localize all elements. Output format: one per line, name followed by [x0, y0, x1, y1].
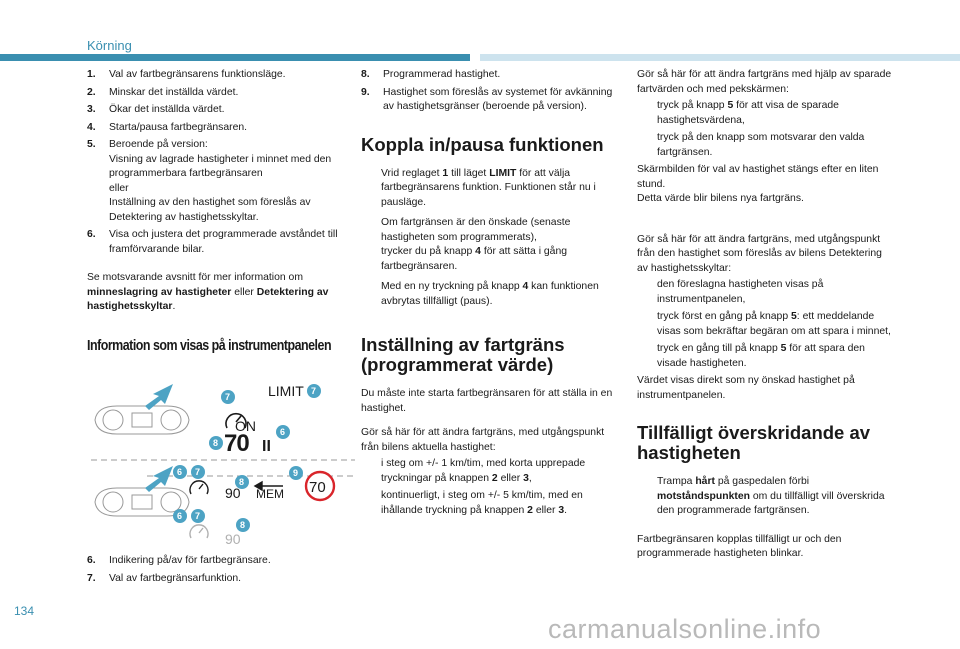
list-item: 8. Programmerad hastighet.: [361, 69, 501, 80]
bullet-item: Trampa hårt på gaspedalen förbi motståndspunkten om du tillfälligt vill överskrida den programmerade fartgränsen.: [657, 476, 885, 516]
svg-text:7: 7: [195, 511, 201, 521]
cross-reference-note: Se motsvarande avsnitt för mer information om minneslagring av hastigheter eller Detektering av hastighetsskyltar.: [87, 272, 329, 312]
list-item: 4. Starta/pausa fartbegränsaren.: [87, 121, 248, 133]
list-item: 2. Minskar det inställda värdet.: [87, 86, 239, 98]
list-item: 9. Hastighet som föreslås av systemet för avkänning av hastighetsgränser (beroende på version).: [361, 86, 613, 112]
svg-text:7: 7: [195, 467, 201, 477]
bullet-item: tryck en gång till på knapp 5 för att spara den visade hastigheten.: [657, 343, 865, 369]
svg-text:70: 70: [309, 479, 326, 496]
header-bar-right: [480, 54, 960, 61]
paragraph: Fartbegränsaren kopplas tillfälligt ur och den programmerade hastigheten blinkar.: [637, 533, 842, 559]
svg-text:8: 8: [213, 438, 219, 448]
bullet-item: tryck på den knapp som motsvarar den valda fartgränsen.: [657, 132, 865, 158]
illustration-legend: [87, 554, 345, 589]
svg-text:7: 7: [311, 386, 317, 396]
instrument-cluster-icon: [95, 406, 189, 434]
programmed-speed-90: 90: [225, 485, 241, 501]
mem-label: MEM: [256, 487, 284, 501]
svg-text:9: 9: [293, 468, 299, 478]
heading-installning: Inställning av fartgräns (programmerat värde): [361, 334, 565, 375]
paragraph: Gör så här för att ändra fartgräns, med utgångspunkt från den hastighet som föreslås av bilens Detektering av hastighetsskyltar:: [637, 233, 882, 274]
limit-label: LIMIT: [268, 383, 304, 399]
page-number: 134: [14, 604, 35, 618]
bullet-item: i steg om +/- 1 km/tim, med korta upprepade tryckningar på knappen 2 eller 3,: [381, 458, 586, 484]
bullet-item: Om fartgränsen är den önskade (senaste hastigheten som programmerats), trycker du på knapp 4 för att sätta i gång fartbegränsaren.: [381, 217, 571, 272]
list-item: 6. Visa och justera det programmerade avståndet till framförvarande bilar.: [87, 229, 338, 255]
paragraph: Värdet visas direkt som ny önskad hastighet på instrumentpanelen.: [637, 375, 855, 401]
bullet-item: tryck först en gång på knapp 5: ett meddelande visas som bekräftar begäran om att spara i minnet,: [657, 311, 891, 337]
speed-limiter-gauge-icon: [190, 525, 208, 538]
list-item: 3. Ökar det inställda värdet.: [87, 104, 225, 115]
column-3: [637, 68, 893, 572]
svg-text:7: 7: [225, 392, 231, 402]
on-label: ON: [235, 418, 256, 434]
watermark: carmanualsonline.info: [548, 614, 822, 644]
list-item: 1. Val av fartbegränsarens funktionsläge.: [87, 69, 286, 80]
instrument-panel-illustration: [87, 376, 357, 550]
list-item: 7. Val av fartbegränsarfunktion.: [87, 572, 242, 584]
column-1: [87, 68, 345, 355]
pause-symbol: II: [262, 438, 271, 455]
paragraph: Detta värde blir bilens nya fartgräns.: [637, 193, 804, 204]
bullet-item: tryck på knapp 5 för att visa de sparade hastighetsvärdena,: [657, 100, 839, 126]
svg-text:8: 8: [239, 477, 245, 487]
paragraph: Gör så här för att ändra fartgräns, med utgångspunkt från bilens aktuella hastighet:: [361, 427, 605, 453]
svg-text:6: 6: [177, 467, 183, 477]
speed-limiter-gauge-icon: [190, 481, 208, 494]
bullet-item: Med en ny tryckning på knapp 4 kan funktionen avbrytas tillfälligt (paus).: [381, 281, 599, 307]
bullet-item: kontinuerligt, i steg om +/- 5 km/tim, med en ihållande tryckning på knappen 2 eller 3.: [381, 490, 583, 516]
heading-koppla: Koppla in/pausa funktionen: [361, 133, 604, 155]
column-2: [361, 68, 623, 521]
header-bar-left: [0, 54, 470, 61]
bullet-item: den föreslagna hastigheten visas på instrumentpanelen,: [657, 279, 824, 305]
svg-text:6: 6: [177, 511, 183, 521]
list-item: 6. Indikering på/av för fartbegränsare.: [87, 555, 271, 566]
paragraph: Skärmbilden för val av hastighet stängs efter en liten stund.: [637, 164, 879, 190]
heading-tillfalligt: Tillfälligt överskridande av hastigheten: [637, 422, 871, 463]
section-label: Körning: [87, 38, 132, 53]
bullet-item: Vrid reglaget 1 till läget LIMIT för att välja fartbegränsarens funktion. Funktionen står nu i pausläge.: [381, 167, 596, 208]
svg-text:6: 6: [280, 427, 286, 437]
svg-text:8: 8: [240, 520, 246, 530]
speed-sign-icon: [306, 472, 334, 500]
programmed-speed-90-grey: 90: [225, 531, 241, 547]
heading-instrument-info: Information som visas på instrumentpanelen: [87, 336, 332, 354]
list-item: 5. Beroende på version: Visning av lagrade hastigheter i minnet med den programmerbara fartbegränsaren eller Inställning av den hastighet som föreslås av Detektering av hastighetsskyltar.: [87, 139, 332, 223]
paragraph: Gör så här för att ändra fartgräns med hjälp av sparade fartvärden och med pekskärmen:: [637, 69, 892, 95]
paragraph: Du måste inte starta fartbegränsaren för att ställa in en hastighet.: [361, 388, 613, 414]
programmed-speed: 70: [224, 430, 249, 457]
